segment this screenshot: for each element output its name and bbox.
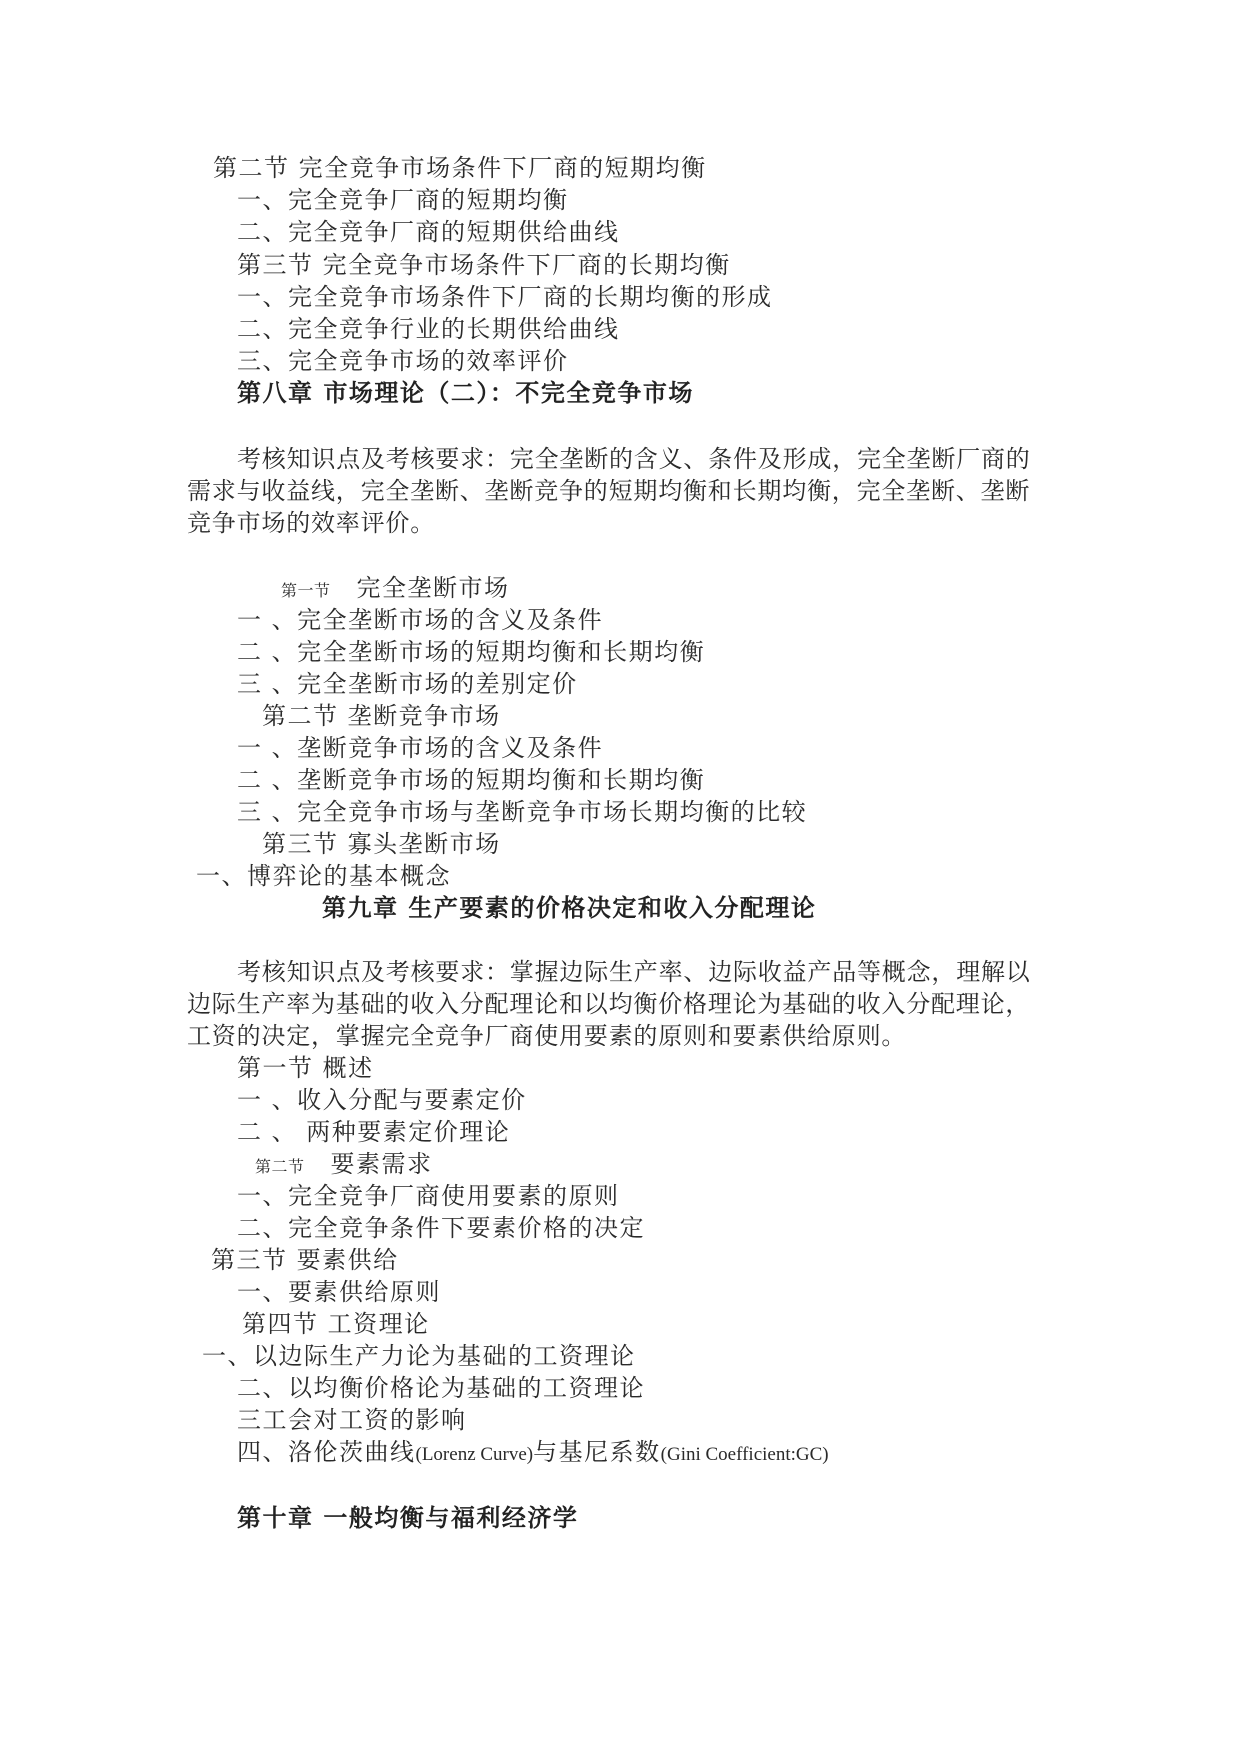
list-item: 一 、完全垄断市场的含义及条件 [237, 606, 604, 634]
list-item: 一、以边际生产力论为基础的工资理论 [202, 1342, 636, 1370]
list-item: 二、完全竞争厂商的短期供给曲线 [237, 218, 620, 246]
chapter-heading: 第十章 一般均衡与福利经济学 [237, 1504, 579, 1532]
list-item: 一、完全竞争厂商使用要素的原则 [237, 1182, 620, 1210]
section-number: 第二节 [255, 1157, 305, 1176]
section-heading: 第一节 概述 [237, 1054, 374, 1082]
paragraph-line: 工资的决定，掌握完全竞争厂商使用要素的原则和要素供给原则。 [187, 1022, 907, 1050]
list-item: 二、以均衡价格论为基础的工资理论 [237, 1374, 645, 1402]
list-item-text: 与基尼系数 [533, 1438, 661, 1466]
section-title: 要素需求 [330, 1150, 433, 1178]
list-item-text: 四、洛伦茨曲线 [237, 1438, 416, 1466]
list-item: 一 、收入分配与要素定价 [237, 1086, 527, 1114]
section-heading [281, 572, 510, 607]
list-item: 一、博弈论的基本概念 [196, 862, 451, 890]
list-item: 二 、 两种要素定价理论 [237, 1118, 511, 1146]
list-item: 三 、完全竞争市场与垄断竞争市场长期均衡的比较 [237, 798, 808, 826]
section-title: 完全垄断市场 [356, 574, 510, 602]
section-heading: 第三节 完全竞争市场条件下厂商的长期均衡 [237, 251, 731, 279]
section-heading: 第三节 寡头垄断市场 [262, 830, 501, 858]
section-heading: 第四节 工资理论 [242, 1310, 430, 1338]
section-heading [255, 1148, 433, 1183]
paragraph-line: 边际生产率为基础的收入分配理论和以均衡价格理论为基础的收入分配理论， [187, 990, 1031, 1018]
list-item: 二 、垄断竞争市场的短期均衡和长期均衡 [237, 766, 706, 794]
paragraph-line: 需求与收益线，完全垄断、垄断竞争的短期均衡和长期均衡，完全垄断、垄断 [187, 477, 1031, 505]
section-number: 第一节 [281, 581, 331, 600]
term-english: (Lorenz Curve) [415, 1444, 534, 1465]
list-item: 一 、垄断竞争市场的含义及条件 [237, 734, 604, 762]
term-english: (Gini Coefficient:GC) [660, 1444, 829, 1465]
list-item: 一、要素供给原则 [237, 1278, 441, 1306]
list-item: 三 、完全垄断市场的差别定价 [237, 670, 578, 698]
list-item: 一、完全竞争厂商的短期均衡 [237, 186, 569, 214]
list-item: 一、完全竞争市场条件下厂商的长期均衡的形成 [237, 283, 773, 311]
chapter-heading: 第九章 生产要素的价格决定和收入分配理论 [322, 894, 817, 922]
section-heading: 第二节 完全竞争市场条件下厂商的短期均衡 [213, 154, 707, 182]
list-item: 三、完全竞争市场的效率评价 [237, 347, 569, 375]
paragraph-line: 考核知识点及考核要求：完全垄断的含义、条件及形成，完全垄断厂商的 [237, 445, 1031, 473]
paragraph-line: 竞争市场的效率评价。 [187, 509, 435, 537]
section-heading: 第三节 要素供给 [211, 1246, 399, 1274]
paragraph-line: 考核知识点及考核要求：掌握边际生产率、边际收益产品等概念，理解以 [237, 958, 1031, 986]
list-item: 二 、完全垄断市场的短期均衡和长期均衡 [237, 638, 706, 666]
list-item: 三工会对工资的影响 [237, 1406, 467, 1434]
list-item: 二、完全竞争条件下要素价格的决定 [237, 1214, 645, 1242]
list-item [237, 1436, 829, 1471]
section-heading: 第二节 垄断竞争市场 [262, 702, 501, 730]
chapter-heading: 第八章 市场理论（二）：不完全竞争市场 [237, 379, 694, 407]
list-item: 二、完全竞争行业的长期供给曲线 [237, 315, 620, 343]
